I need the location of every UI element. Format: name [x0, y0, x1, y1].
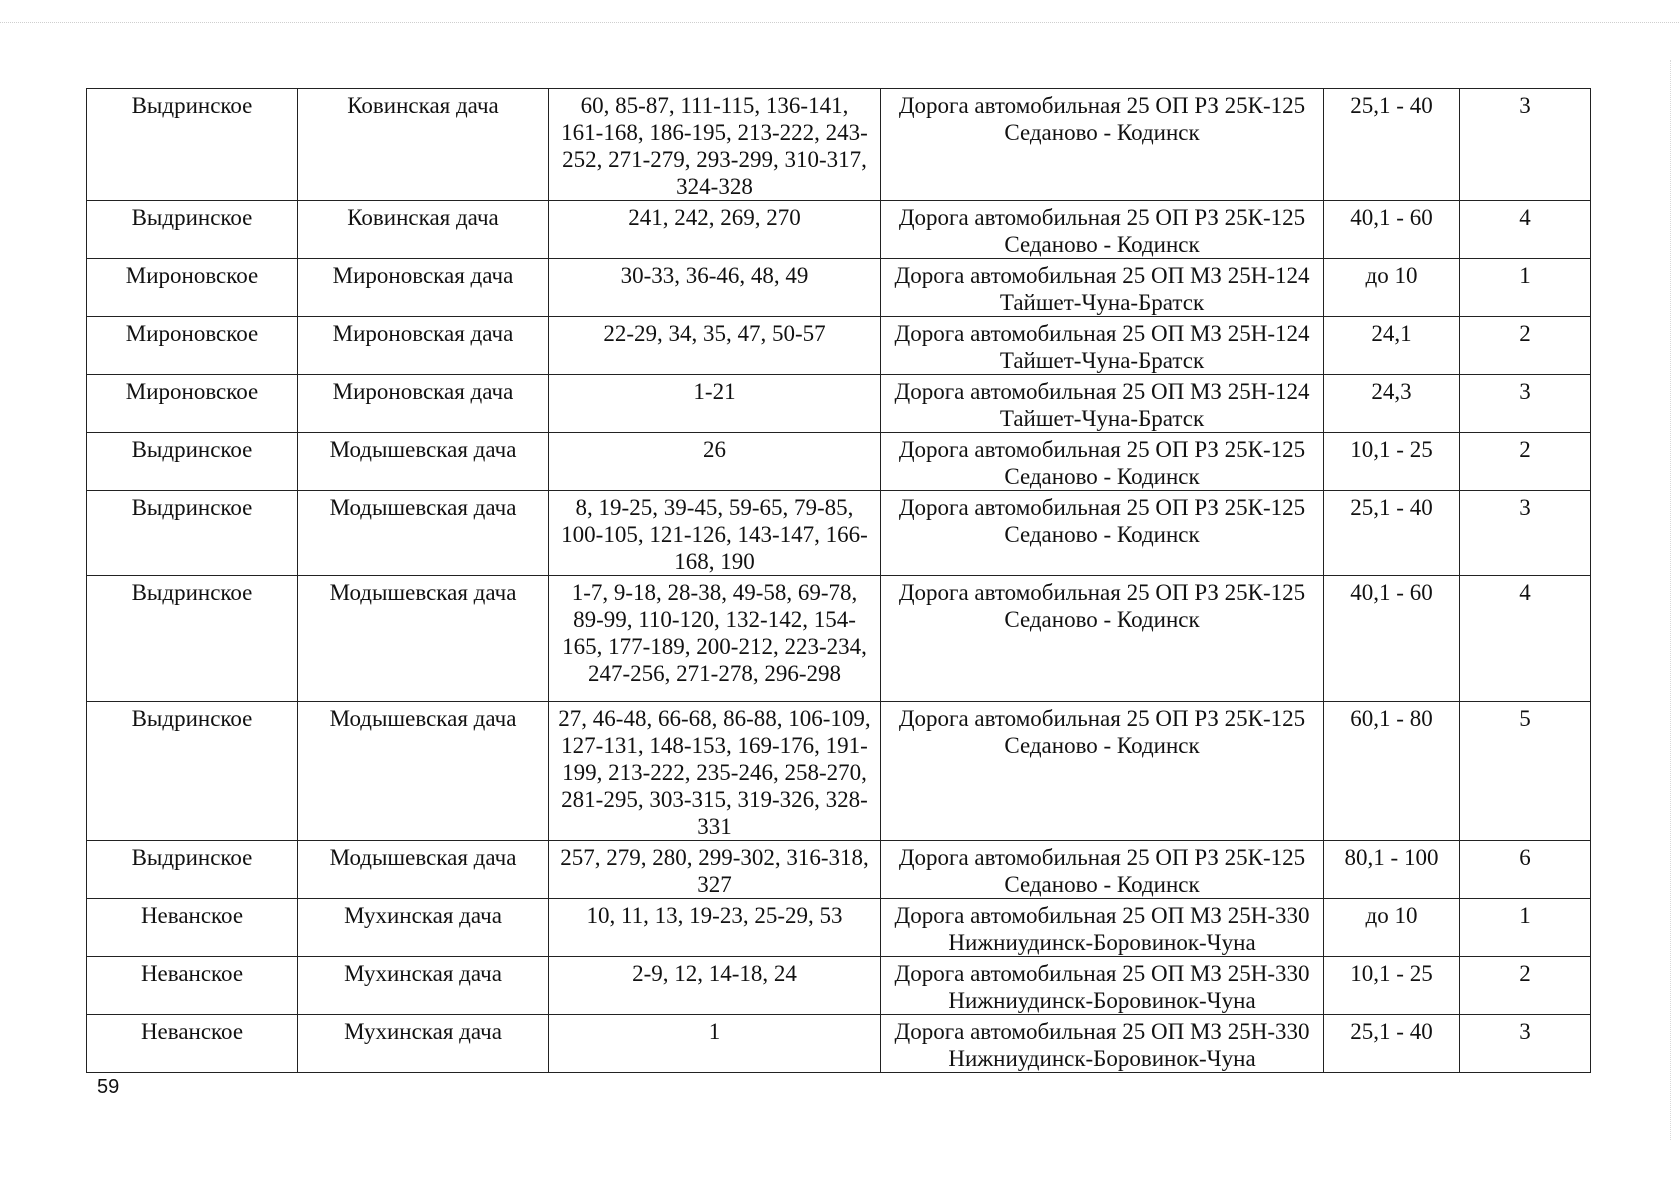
dacha-cell: Модышевская дача	[298, 491, 549, 576]
distance-cell: 40,1 - 60	[1324, 576, 1460, 702]
dacha-cell: Модышевская дача	[298, 702, 549, 841]
settlement-cell: Выдринское	[87, 491, 298, 576]
road-cell: Дорога автомобильная 25 ОП РЗ 25К-125 Седаново - Кодинск	[881, 201, 1324, 259]
distance-cell: 25,1 - 40	[1324, 1015, 1460, 1073]
table-row	[87, 317, 1591, 375]
zone-cell: 4	[1460, 201, 1591, 259]
settlement-cell: Мироновское	[87, 259, 298, 317]
dacha-cell: Мироновская дача	[298, 259, 549, 317]
road-cell: Дорога автомобильная 25 ОП РЗ 25К-125 Седаново - Кодинск	[881, 89, 1324, 201]
dacha-cell: Модышевская дача	[298, 576, 549, 702]
plots-cell: 10, 11, 13, 19-23, 25-29, 53	[549, 899, 881, 957]
distance-cell: до 10	[1324, 899, 1460, 957]
zone-cell: 3	[1460, 491, 1591, 576]
settlement-cell: Неванское	[87, 899, 298, 957]
dacha-cell: Модышевская дача	[298, 841, 549, 899]
zone-cell: 6	[1460, 841, 1591, 899]
scan-top-edge	[0, 22, 1679, 23]
dacha-cell: Ковинская дача	[298, 201, 549, 259]
dacha-cell: Мироновская дача	[298, 317, 549, 375]
plots-cell: 22-29, 34, 35, 47, 50-57	[549, 317, 881, 375]
table-row	[87, 491, 1591, 576]
road-cell: Дорога автомобильная 25 ОП МЗ 25Н-124 Тайшет-Чуна-Братск	[881, 259, 1324, 317]
distance-cell: 25,1 - 40	[1324, 491, 1460, 576]
zone-cell: 2	[1460, 957, 1591, 1015]
dacha-cell: Мухинская дача	[298, 1015, 549, 1073]
road-cell: Дорога автомобильная 25 ОП РЗ 25К-125 Седаново - Кодинск	[881, 491, 1324, 576]
distance-cell: 40,1 - 60	[1324, 201, 1460, 259]
table-row	[87, 576, 1591, 702]
plots-cell: 1-7, 9-18, 28-38, 49-58, 69-78, 89-99, 110-120, 132-142, 154-165, 177-189, 200-212, 223-234, 247-256, 271-278, 296-298	[549, 576, 881, 702]
plots-cell: 1-21	[549, 375, 881, 433]
table-row	[87, 375, 1591, 433]
zone-cell: 3	[1460, 1015, 1591, 1073]
table-row	[87, 1015, 1591, 1073]
plots-cell: 257, 279, 280, 299-302, 316-318, 327	[549, 841, 881, 899]
road-cell: Дорога автомобильная 25 ОП МЗ 25Н-330 Нижниудинск-Боровинок-Чуна	[881, 899, 1324, 957]
zone-cell: 3	[1460, 375, 1591, 433]
plots-cell: 8, 19-25, 39-45, 59-65, 79-85, 100-105, 121-126, 143-147, 166-168, 190	[549, 491, 881, 576]
table-row	[87, 201, 1591, 259]
zone-cell: 4	[1460, 576, 1591, 702]
scan-right-edge	[1670, 60, 1671, 1140]
plots-cell: 60, 85-87, 111-115, 136-141, 161-168, 186-195, 213-222, 243-252, 271-279, 293-299, 310-317, 324-328	[549, 89, 881, 201]
distance-cell: 24,3	[1324, 375, 1460, 433]
settlement-cell: Выдринское	[87, 576, 298, 702]
distance-cell: до 10	[1324, 259, 1460, 317]
settlement-cell: Выдринское	[87, 841, 298, 899]
plots-cell: 241, 242, 269, 270	[549, 201, 881, 259]
dacha-cell: Мироновская дача	[298, 375, 549, 433]
table-row	[87, 89, 1591, 201]
table-body	[87, 89, 1591, 1073]
dacha-cell: Мухинская дача	[298, 957, 549, 1015]
plots-cell: 30-33, 36-46, 48, 49	[549, 259, 881, 317]
zone-cell: 1	[1460, 899, 1591, 957]
settlement-cell: Неванское	[87, 1015, 298, 1073]
table-row	[87, 259, 1591, 317]
table-row	[87, 899, 1591, 957]
plots-cell: 26	[549, 433, 881, 491]
table-row	[87, 702, 1591, 841]
distance-cell: 80,1 - 100	[1324, 841, 1460, 899]
settlement-cell: Мироновское	[87, 317, 298, 375]
plots-cell: 27, 46-48, 66-68, 86-88, 106-109, 127-131, 148-153, 169-176, 191-199, 213-222, 235-246, 258-270, 281-295, 303-315, 319-326, 328-331	[549, 702, 881, 841]
distance-cell: 10,1 - 25	[1324, 433, 1460, 491]
settlement-cell: Неванское	[87, 957, 298, 1015]
plots-cell: 2-9, 12, 14-18, 24	[549, 957, 881, 1015]
page-number: 59	[97, 1076, 120, 1098]
road-cell: Дорога автомобильная 25 ОП РЗ 25К-125 Седаново - Кодинск	[881, 702, 1324, 841]
distance-cell: 60,1 - 80	[1324, 702, 1460, 841]
table-row	[87, 433, 1591, 491]
settlement-cell: Выдринское	[87, 433, 298, 491]
table-row	[87, 841, 1591, 899]
zone-cell: 2	[1460, 433, 1591, 491]
settlement-cell: Выдринское	[87, 89, 298, 201]
road-cell: Дорога автомобильная 25 ОП РЗ 25К-125 Седаново - Кодинск	[881, 433, 1324, 491]
plots-cell: 1	[549, 1015, 881, 1073]
road-cell: Дорога автомобильная 25 ОП РЗ 25К-125 Седаново - Кодинск	[881, 841, 1324, 899]
distance-cell: 10,1 - 25	[1324, 957, 1460, 1015]
distance-cell: 24,1	[1324, 317, 1460, 375]
zone-cell: 3	[1460, 89, 1591, 201]
settlement-cell: Выдринское	[87, 201, 298, 259]
road-cell: Дорога автомобильная 25 ОП МЗ 25Н-330 Нижниудинск-Боровинок-Чуна	[881, 957, 1324, 1015]
zone-cell: 2	[1460, 317, 1591, 375]
road-cell: Дорога автомобильная 25 ОП МЗ 25Н-330 Нижниудинск-Боровинок-Чуна	[881, 1015, 1324, 1073]
settlement-cell: Мироновское	[87, 375, 298, 433]
dacha-cell: Модышевская дача	[298, 433, 549, 491]
dacha-cell: Мухинская дача	[298, 899, 549, 957]
forest-plots-table	[86, 88, 1591, 1073]
table-row	[87, 957, 1591, 1015]
zone-cell: 1	[1460, 259, 1591, 317]
road-cell: Дорога автомобильная 25 ОП РЗ 25К-125 Седаново - Кодинск	[881, 576, 1324, 702]
settlement-cell: Выдринское	[87, 702, 298, 841]
distance-cell: 25,1 - 40	[1324, 89, 1460, 201]
zone-cell: 5	[1460, 702, 1591, 841]
road-cell: Дорога автомобильная 25 ОП МЗ 25Н-124 Тайшет-Чуна-Братск	[881, 375, 1324, 433]
road-cell: Дорога автомобильная 25 ОП МЗ 25Н-124 Тайшет-Чуна-Братск	[881, 317, 1324, 375]
dacha-cell: Ковинская дача	[298, 89, 549, 201]
